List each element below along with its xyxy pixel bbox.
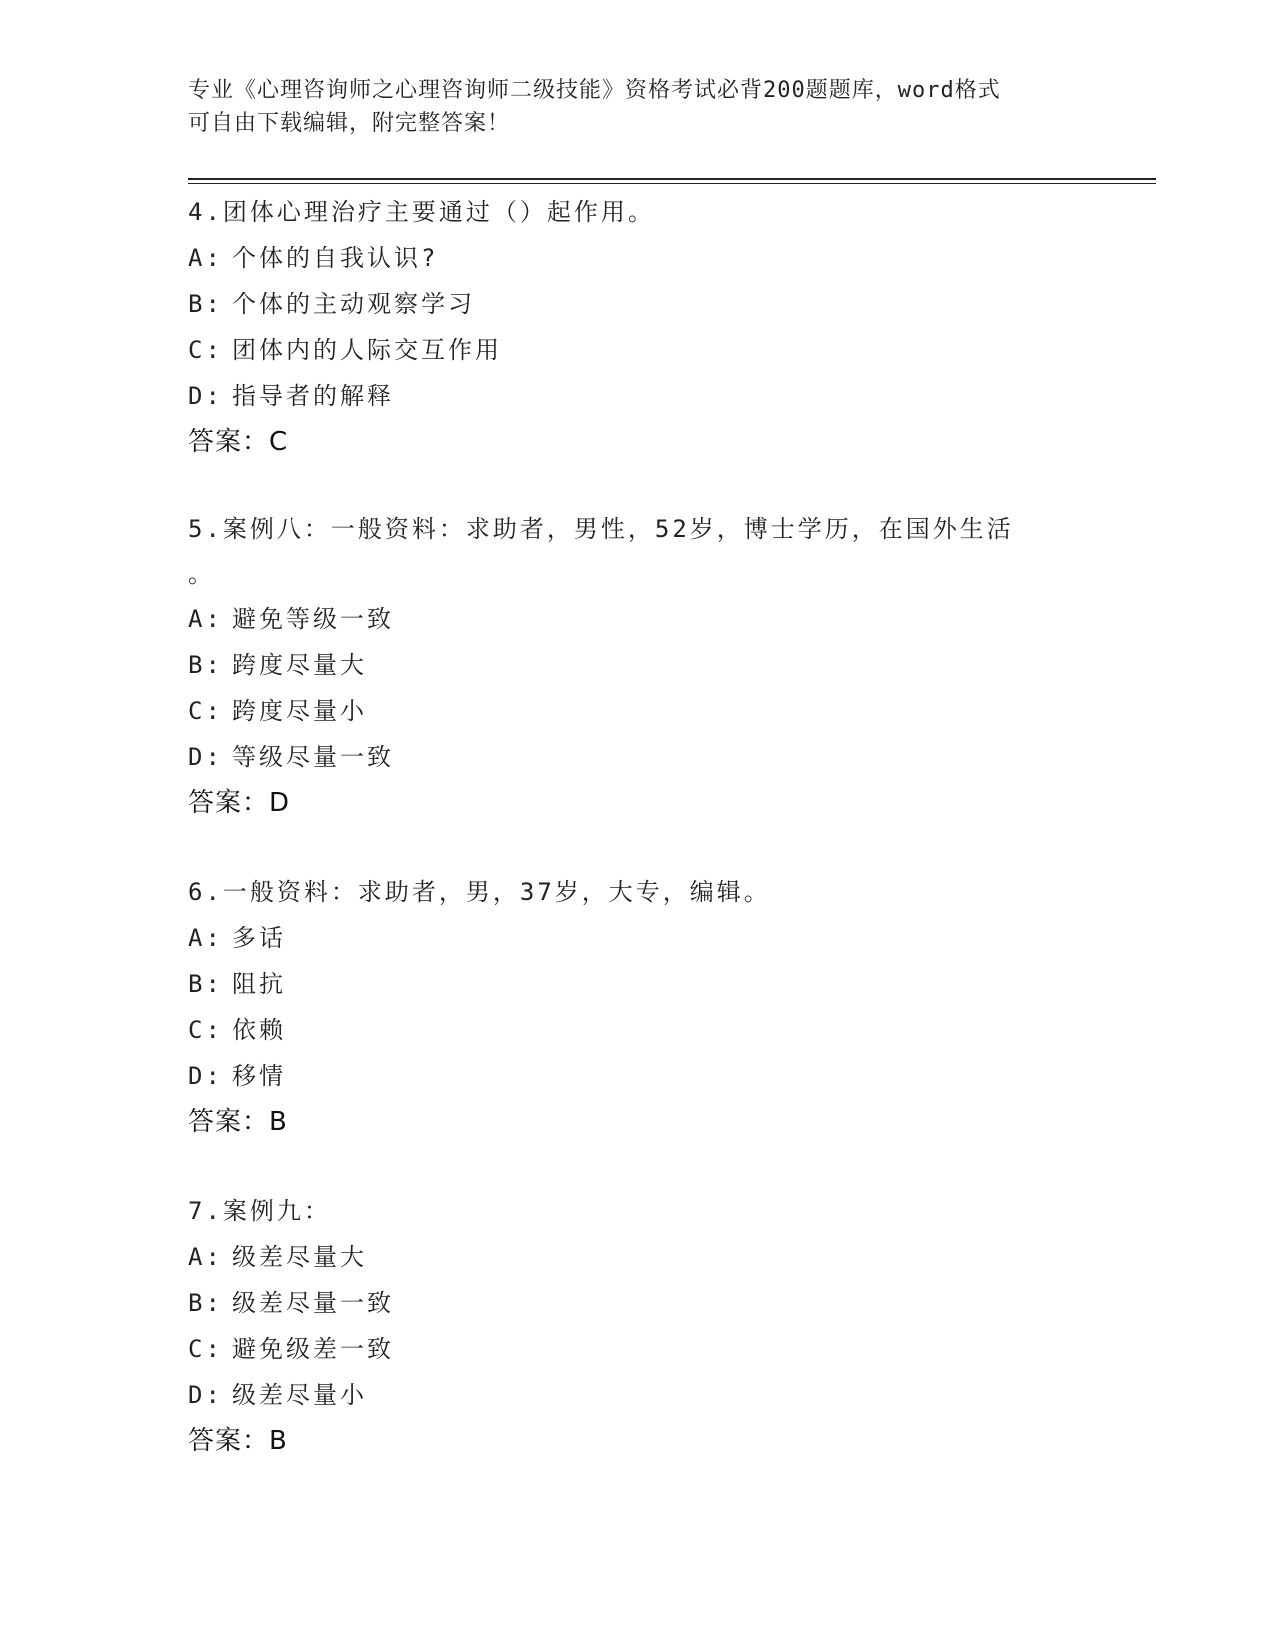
option-text: 级差尽量小 (232, 1381, 367, 1409)
question-stem: 7.案例九： (188, 1197, 331, 1225)
option-text: 跨度尽量大 (232, 651, 367, 679)
option-text: 跨度尽量小 (232, 697, 367, 725)
option-b (188, 642, 1088, 688)
option-text: 移情 (232, 1062, 286, 1090)
option-text: 依赖 (232, 1016, 286, 1044)
option-text: 多话 (232, 924, 286, 952)
answer-line: 答案：B (188, 1107, 288, 1137)
question-stem: 6.一般资料：求助者，男，37岁，大专，编辑。 (188, 878, 771, 906)
question-stem: 4.团体心理治疗主要通过（）起作用。 (188, 198, 655, 226)
option-text: 团体内的人际交互作用 (232, 336, 502, 364)
option-b (188, 281, 1088, 327)
header-divider-thin (188, 183, 1156, 184)
question-5 (188, 506, 1088, 826)
option-d (188, 734, 1088, 780)
option-c (188, 688, 1088, 734)
option-text: 阻抗 (232, 970, 286, 998)
option-b (188, 1280, 1088, 1326)
option-letter: A: (188, 1243, 223, 1271)
option-letter: D: (188, 1062, 223, 1090)
header-line-2: 可自由下载编辑，附完整答案！ (188, 111, 511, 136)
question-4 (188, 189, 1088, 465)
option-b (188, 961, 1088, 1007)
option-d (188, 1372, 1088, 1418)
option-letter: A: (188, 924, 223, 952)
option-letter: D: (188, 382, 223, 410)
option-letter: D: (188, 1381, 223, 1409)
option-letter: C: (188, 336, 223, 364)
option-letter: A: (188, 605, 223, 633)
option-letter: C: (188, 697, 223, 725)
header-line-1: 专业《心理咨询师之心理咨询师二级技能》资格考试必背200题题库，word格式 (188, 78, 1001, 103)
question-stem: 5.案例八：一般资料：求助者，男性，52岁，博士学历，在国外生活 (188, 515, 1014, 543)
option-text: 个体的自我认识? (232, 244, 439, 272)
option-text: 避免等级一致 (232, 605, 394, 633)
option-letter: C: (188, 1016, 223, 1044)
option-a (188, 1234, 1088, 1280)
option-a (188, 235, 1088, 281)
option-c (188, 1007, 1088, 1053)
option-c (188, 327, 1088, 373)
option-letter: B: (188, 970, 223, 998)
option-text: 等级尽量一致 (232, 743, 394, 771)
option-text: 避免级差一致 (232, 1335, 394, 1363)
option-a (188, 915, 1088, 961)
question-7 (188, 1188, 1088, 1464)
answer-line: 答案：D (188, 788, 291, 818)
answer-line: 答案：B (188, 1426, 288, 1456)
option-letter: B: (188, 651, 223, 679)
option-a (188, 596, 1088, 642)
option-letter: A: (188, 244, 223, 272)
question-6 (188, 869, 1088, 1145)
option-letter: B: (188, 1289, 223, 1317)
option-text: 指导者的解释 (232, 382, 394, 410)
option-text: 级差尽量大 (232, 1243, 367, 1271)
option-text: 级差尽量一致 (232, 1289, 394, 1317)
option-letter: B: (188, 290, 223, 318)
option-d (188, 1053, 1088, 1099)
header-divider-thick (188, 178, 1156, 180)
document-header (188, 74, 1088, 140)
question-stem-tail: 。 (188, 560, 215, 588)
option-d (188, 373, 1088, 419)
option-letter: C: (188, 1335, 223, 1363)
option-c (188, 1326, 1088, 1372)
answer-line: 答案：C (188, 427, 289, 457)
option-text: 个体的主动观察学习 (232, 290, 475, 318)
option-letter: D: (188, 743, 223, 771)
